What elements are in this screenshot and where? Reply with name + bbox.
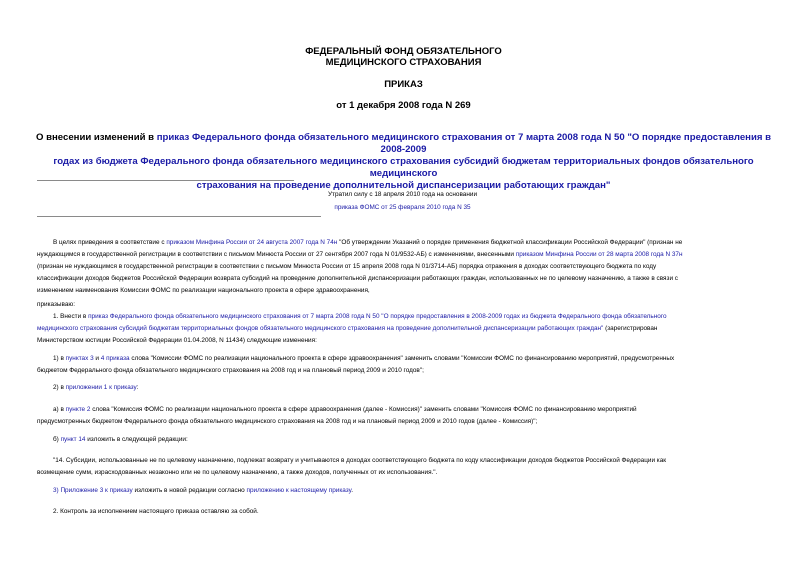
document-title-line2 xyxy=(28,156,779,180)
title-amended-order-link-end[interactable]: страхования на проведение дополнительной диспансеризации работающих граждан" xyxy=(196,180,611,191)
intro-paragraph: В целях приведения в соответствие с приказом Минфина России от 24 августа 2007 года N 74н "Об утверждении Указаний о порядке применения бюджетной классификации Российской Федерации" (признан не нуждающимся в государственной регистрации в соответствии с письмом Минюста России от 27 сентября 2007 года N 01/9532-АБ) с изменениями, внесенными приказом Минфина России от 28 марта 2008 года N 37н (признан не нуждающимся в государственной регистрации в соответствии с письмом Минюста России от 15 апреля 2008 года N 01/3714-АБ) порядка отражения в доходах соответствующего бюджета по коду классификации доходов бюджетов Российской Федерации возврата субсидий на проведение дополнительной диспансеризации работающих граждан, использованных не по целевому назначению, а также в связи с изменением наименования Комиссии ФОМС по реализации национального проекта в сфере здравоохранения, xyxy=(37,239,683,294)
clause-14-new-text: "14. Субсидии, использованные не по целевому назначению, подлежат возврату и учитываются в доходах соответствующего бюджета по коду классификации доходов бюджетов Российской Федерации как возмещение сумм, израсходованных незаконно или не по целевому назначению, а также доходов, полученных от их использования.". xyxy=(37,457,667,476)
title-amended-order-link[interactable]: приказ Федерального фонда обязательного медицинского страхования от 7 марта 2008 года N 50 "О порядке предоставления в 2008-2009 xyxy=(156,132,772,155)
clause-4-order-link[interactable]: 4 приказа xyxy=(100,355,130,362)
item-1-1-paragraph: 1) в пунктах 3 и 4 приказа слова "Комиссии ФОМС по реализации национального проекта в сфере здравоохранения" заменить словами "Комиссии ФОМС по финансированию мероприятий, предусмотренных бюджетом Федерального фонда обязательного медицинского страхования на 2008 год и на плановый период 2009 и 2010 годов"; xyxy=(37,355,675,374)
amended-order-link[interactable]: приказ Федерального фонда обязательного медицинского страхования от 7 марта 2008 года N 50 "О порядке предоставления в 2008-2009 годах из бюджета Федерального фонда обязательного xyxy=(88,313,667,320)
status-note xyxy=(225,188,580,214)
orders-label: приказываю: xyxy=(37,301,75,308)
minfin-order-37n-link[interactable]: приказом Минфина России от 28 марта 2008 года N 37н xyxy=(515,251,683,258)
minfin-order-74n-link[interactable]: приказом Минфина России от 24 августа 2007 года N 74н xyxy=(166,239,338,246)
clause-3-link[interactable]: пунктах 3 xyxy=(65,355,94,362)
item-2-paragraph: 2. Контроль за исполнением настоящего приказа оставляю за собой. xyxy=(53,508,259,515)
document-title-line1: О внесении изменений в приказ Федерального фонда обязательного медицинского страхования от 7 марта 2008 года N 50 "О порядке предоставления в 2008-2009 xyxy=(35,132,772,155)
organization-name-line2: МЕДИЦИНСКОГО СТРАХОВАНИЯ xyxy=(325,57,482,68)
item-1-2-a-paragraph: а) в пункте 2 слова "Комиссия ФОМС по реализации национального проекта в сфере здравоохранения (далее - Комиссия)" заменить словами "Комиссия ФОМС по финансированию мероприятий предусмотренных бюджетом Федерального фонда обязательного медицинского страхования на 2008 год и на плановый период 2009 и 2010 годов (далее - Комиссия)"; xyxy=(37,406,637,425)
amended-order-link-cont[interactable]: медицинского страхования субсидий бюджетам территориальных фондов обязательного медицинского страхования на проведение дополнительной диспансеризации работающих граждан" xyxy=(37,325,604,332)
repealing-order-link[interactable]: приказа ФОМС от 25 февраля 2010 года N 35 xyxy=(334,204,471,211)
order-appendix-link[interactable]: приложению к настоящему приказу xyxy=(246,487,352,494)
item-1-2-b-paragraph: б) пункт 14 изложить в следующей редакции: xyxy=(53,436,188,443)
clause-2-link[interactable]: пункте 2 xyxy=(65,406,91,413)
separator-rule-bottom xyxy=(37,216,321,217)
item-1-paragraph: 1. Внести в приказ Федерального фонда обязательного медицинского страхования от 7 марта 2008 года N 50 "О порядке предоставления в 2008-2009 годах из бюджета Федерального фонда обязательного медицинского страхования субсидий бюджетам территориальных фондов обязательного медицинского страхования на проведение дополнительной диспансеризации работающих граждан" (зарегистрирован Министерством юстиции Российской Федерации 01.04.2008, N 11434) следующие изменения: xyxy=(37,313,667,344)
appendix-1-link[interactable]: приложении 1 к приказу xyxy=(65,384,137,391)
status-note-line1: Утратил силу с 18 апреля 2010 года на основании xyxy=(327,191,478,198)
separator-rule-top xyxy=(37,180,294,181)
document-title xyxy=(28,132,779,192)
item-1-3-paragraph: 3) Приложение 3 к приказу изложить в новой редакции согласно приложению к настоящему приказу. xyxy=(53,487,353,494)
title-amended-order-link-cont[interactable]: годах из бюджета Федерального фонда обязательного медицинского страхования субсидий бюджетам территориальных фондов обязательного медицинского xyxy=(53,156,754,179)
clause-14-link[interactable]: пункт 14 xyxy=(60,436,86,443)
item-1-2-paragraph: 2) в приложении 1 к приказу: xyxy=(53,384,139,391)
appendix-3-link[interactable]: 3) Приложение 3 к приказу xyxy=(53,487,133,494)
document-type: ПРИКАЗ xyxy=(384,79,423,90)
document-date-number: от 1 декабря 2008 года N 269 xyxy=(336,100,471,111)
organization-name-line1: ФЕДЕРАЛЬНЫЙ ФОНД ОБЯЗАТЕЛЬНОГО xyxy=(305,46,502,57)
